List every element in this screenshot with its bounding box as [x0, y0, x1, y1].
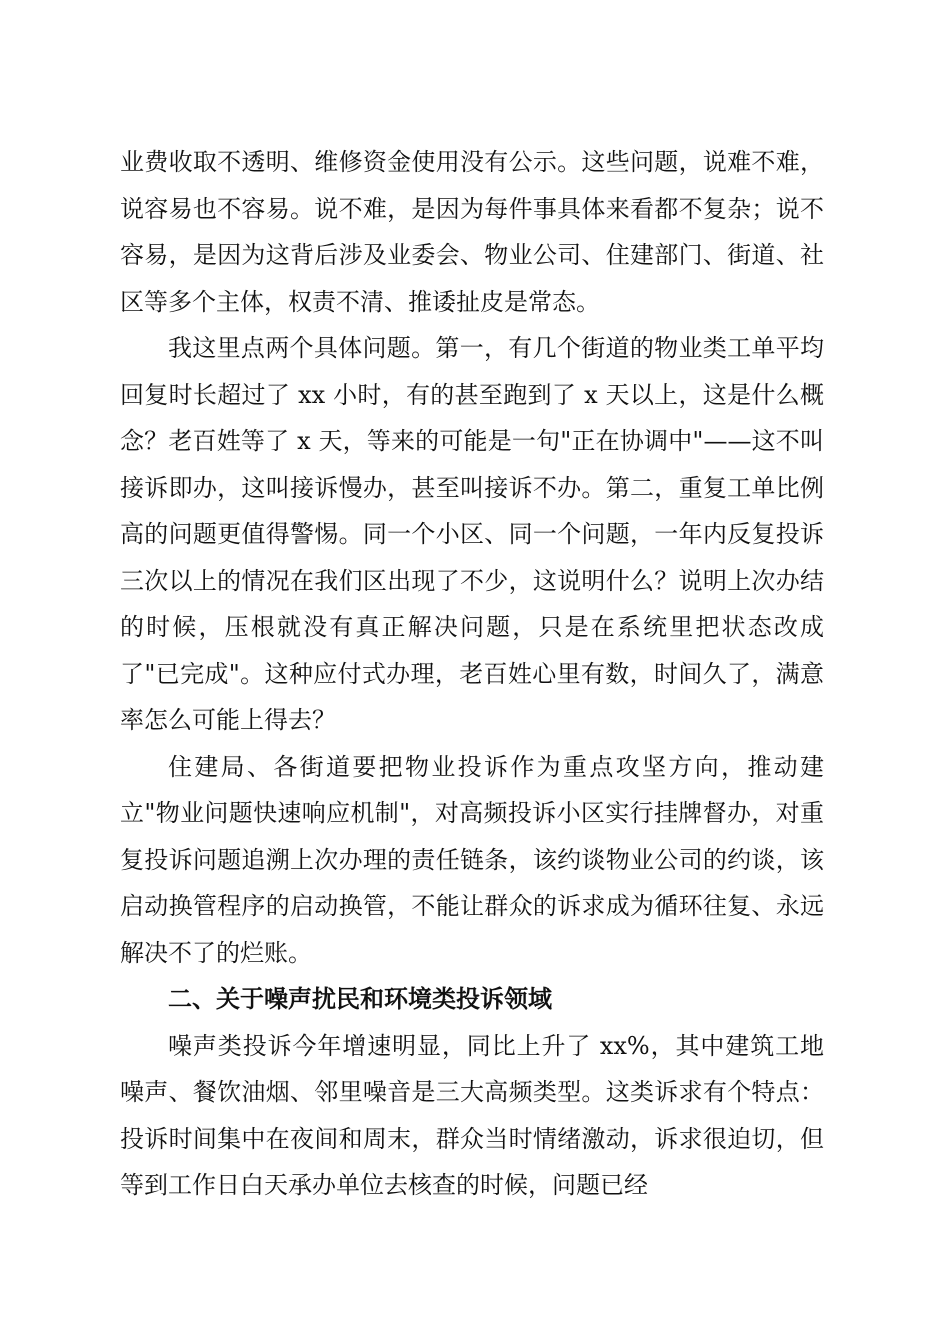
paragraph-noise-complaints: 噪声类投诉今年增速明显，同比上升了 xx%，其中建筑工地噪声、餐饮油烟、邻里噪音是三大高频类型。这类诉求有个特点：投诉时间集中在夜间和周末，群众当时情绪激动，诉求很迫切，但等到工作日白天承办单位去核查的时候，问题已经 [120, 1031, 824, 1199]
document-body [120, 139, 824, 1209]
paragraph-specific-problems: 我这里点两个具体问题。第一，有几个街道的物业类工单平均回复时长超过了 xx 小时，有的甚至跑到了 x 天以上，这是什么概念？老百姓等了 x 天，等来的可能是一句"正在协调中"——这不叫接诉即办，这叫接诉慢办，甚至叫接诉不办。第二，重复工单比例高的问题更值得警惕。同一个小区、同一个问题，一年内反复投诉三次以上的情况在我们区出现了不少，这说明什么？说明上次办结的时候，压根就没有真正解决问题，只是在系统里把状态改成了"已完成"。这种应付式办理，老百姓心里有数，时间久了，满意率怎么可能上得去？ [120, 334, 824, 734]
section-heading-noise: 二、关于噪声扰民和环境类投诉领域 [168, 985, 552, 1013]
paragraph-property-issues: 业费收取不透明、维修资金使用没有公示。这些问题，说难不难，说容易也不容易。说不难，是因为每件事具体来看都不复杂；说不容易，是因为这背后涉及业委会、物业公司、住建部门、街道、社区等多个主体，权责不清、推诿扯皮是常态。 [120, 148, 824, 316]
paragraph-response-mechanism: 住建局、各街道要把物业投诉作为重点攻坚方向，推动建立"物业问题快速响应机制"，对高频投诉小区实行挂牌督办，对重复投诉问题追溯上次办理的责任链条，该约谈物业公司的约谈，该启动换管程序的启动换管，不能让群众的诉求成为循环往复、永远解决不了的烂账。 [120, 752, 824, 967]
